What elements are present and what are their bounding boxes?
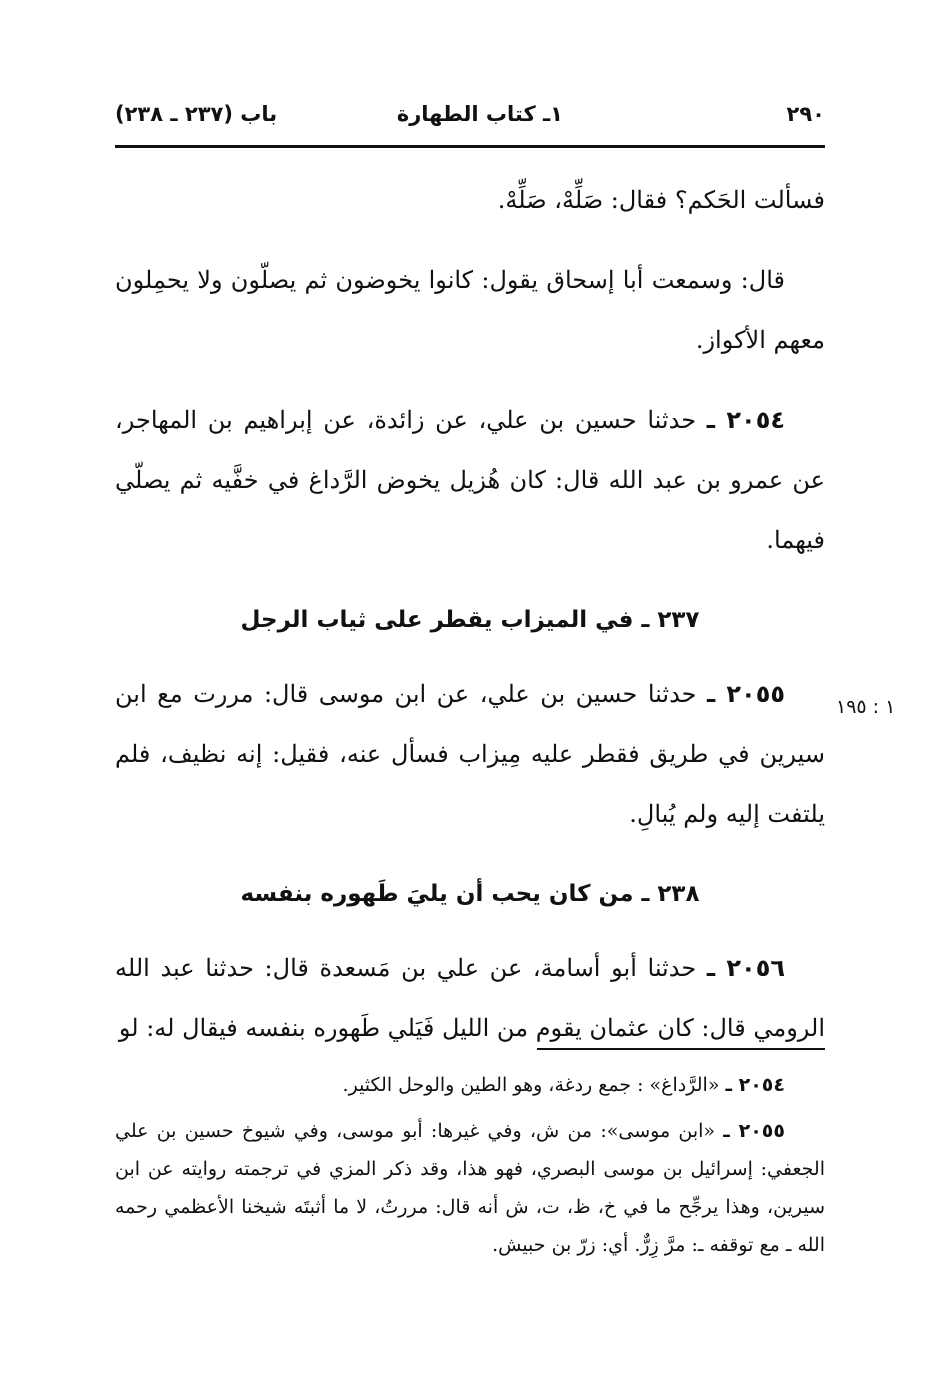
page-header (115, 96, 825, 136)
footnote-2054 (115, 1066, 825, 1104)
chapter-238-title: ٢٣٨ ـ من كان يحب أن يليَ طَهوره بنفسه (240, 881, 700, 907)
hadith-number: ٢٠٥٥ ـ (707, 680, 785, 708)
footnote-2055 (115, 1112, 825, 1264)
footnote-rule (537, 1048, 825, 1050)
chapter-range: باب (٢٣٧ ـ ٢٣٨) (115, 102, 278, 126)
page-number: ٢٩٠ (786, 102, 825, 126)
header-rule (115, 145, 825, 148)
hadith-2054 (115, 390, 825, 570)
main-text (115, 170, 825, 1078)
hadith-number: ٢٠٥٦ ـ (706, 954, 785, 982)
hadith-text: حدثنا حسين بن علي، عن زائدة، عن إبراهيم بن المهاجر، عن عمرو بن عبد الله قال: كان هُزيل يخوض الرَّداغ في خفَّيه ثم يصلّي فيهما. (115, 406, 825, 554)
margin-reference: ١ : ١٩٥ (836, 696, 896, 718)
paragraph-2: قال: وسمعت أبا إسحاق يقول: كانوا يخوضون ثم يصلّون ولا يحمِلون معهم الأكواز. (115, 266, 825, 354)
footnote-number: ٢٠٥٥ ـ (723, 1120, 785, 1142)
footnote-text: «ابن موسى»: من ش، وفي غيرها: أبو موسى، وفي شيوخ حسين بن علي الجعفي: إسرائيل بن موسى البصري، فهو هذا، وقد ذكر المزي في ترجمته روايته عن ابن سيرين، وهذا يرجِّح ما في خ، ظ، ت، ش أنه قال: مررتُ، لا ما أثبتَه شيخنا الأعظمي رحمه الله ـ مع توقفه ـ: مرَّ زِرٌّ. أي: زرّ بن حبيش. (115, 1120, 825, 1256)
hadith-text: حدثنا أبو أسامة، عن علي بن مَسعدة قال: حدثنا عبد الله الرومي قال: كان عثمان يقوم من الليل فَيَلي طَهوره بنفسه فيقال له: لو (115, 954, 825, 1042)
hadith-2055 (115, 664, 825, 844)
footnote-number: ٢٠٥٤ ـ (725, 1074, 785, 1096)
footnotes (115, 1066, 825, 1272)
footnote-text: «الرَّداغ» : جمع ردغة، وهو الطين والوحل الكثير. (342, 1074, 720, 1096)
paragraph-1: فسألت الحَكم؟ فقال: صَلِّهْ، صَلِّهْ. (497, 186, 825, 214)
chapter-237-title: ٢٣٧ ـ في الميزاب يقطر على ثياب الرجل (240, 607, 700, 633)
hadith-number: ٢٠٥٤ ـ (706, 406, 785, 434)
book-title: ١ـ كتاب الطهارة (396, 102, 563, 126)
hadith-text: حدثنا حسين بن علي، عن ابن موسى قال: مررت مع ابن سيرين في طريق فقطر عليه مِيزاب فسأل عنه، فقيل: إنه نظيف، فلم يلتفت إليه ولم يُبالِ. (115, 680, 825, 828)
hadith-2056 (115, 938, 825, 1058)
